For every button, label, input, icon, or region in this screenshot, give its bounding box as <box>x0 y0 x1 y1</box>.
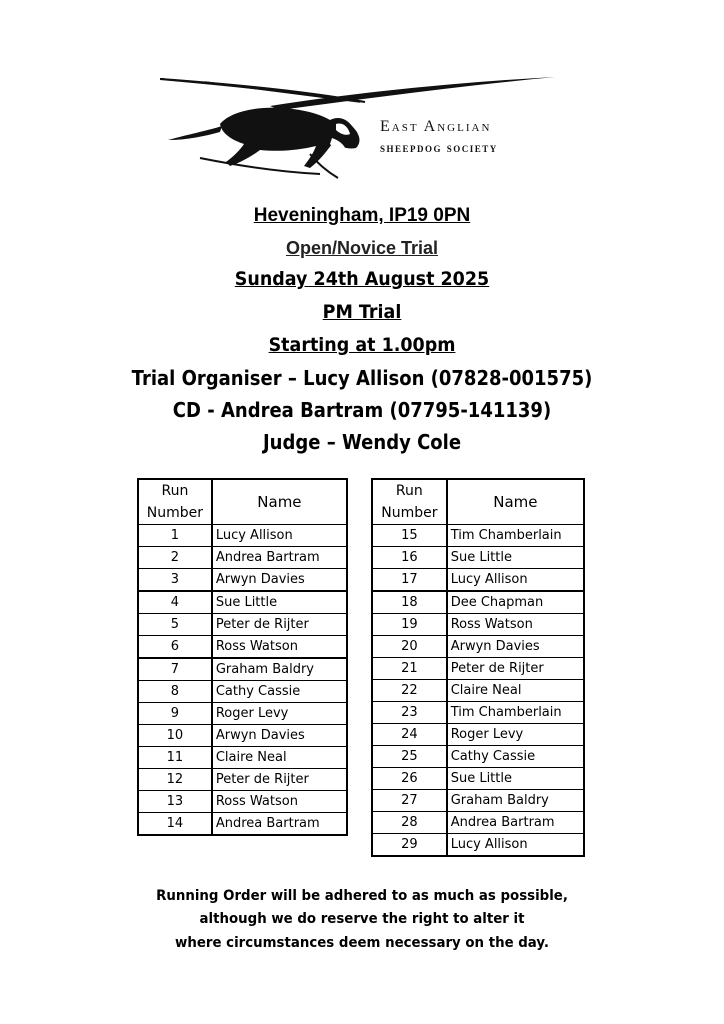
run-number-cell: 18 <box>372 591 447 614</box>
handler-name-cell: Andrea Bartram <box>447 812 584 834</box>
handler-name-cell: Andrea Bartram <box>212 547 347 569</box>
handler-name-cell: Ross Watson <box>212 636 347 659</box>
run-number-cell: 19 <box>372 614 447 636</box>
run-number-cell: 27 <box>372 790 447 812</box>
table-row <box>138 591 347 614</box>
run-number-cell: 3 <box>138 569 212 592</box>
run-number-cell: 26 <box>372 768 447 790</box>
table-row <box>372 812 584 834</box>
run-number-cell: 8 <box>138 681 212 703</box>
handler-name-cell: Peter de Rijter <box>212 614 347 636</box>
table-row <box>138 703 347 725</box>
run-number-cell: 25 <box>372 746 447 768</box>
table-row <box>138 569 347 592</box>
name-header: Name <box>212 479 347 525</box>
handler-name-cell: Graham Baldry <box>212 658 347 681</box>
run-number-cell: 14 <box>138 813 212 836</box>
table-row <box>372 790 584 812</box>
run-number-cell: 15 <box>372 525 447 547</box>
handler-name-cell: Cathy Cassie <box>212 681 347 703</box>
logo-subtitle: sheepdog society <box>380 140 498 155</box>
handler-name-cell: Lucy Allison <box>447 569 584 592</box>
trial-session: PM Trial <box>322 301 402 323</box>
table-row <box>372 768 584 790</box>
venue-location: Heveningham, IP19 0PN <box>253 205 471 226</box>
handler-name-cell: Graham Baldry <box>447 790 584 812</box>
handler-name-cell: Roger Levy <box>447 724 584 746</box>
run-number-cell: 23 <box>372 702 447 724</box>
table-row <box>372 569 584 592</box>
handler-name-cell: Ross Watson <box>212 791 347 813</box>
handler-name-cell: Tim Chamberlain <box>447 525 584 547</box>
run-number-cell: 2 <box>138 547 212 569</box>
judge: Judge – Wendy Cole <box>262 430 462 454</box>
handler-name-cell: Sue Little <box>212 591 347 614</box>
footer-note-line3: where circumstances deem necessary on the day. <box>175 935 549 951</box>
run-number-cell: 21 <box>372 658 447 680</box>
handler-name-cell: Arwyn Davies <box>212 569 347 592</box>
table-row <box>372 702 584 724</box>
table-row <box>138 636 347 659</box>
table-row <box>372 614 584 636</box>
run-number-cell: 24 <box>372 724 447 746</box>
handler-name-cell: Claire Neal <box>447 680 584 702</box>
run-number-header <box>138 479 212 525</box>
handler-name-cell: Sue Little <box>447 547 584 569</box>
table-row <box>372 525 584 547</box>
handler-name-cell: Ross Watson <box>447 614 584 636</box>
run-header-line2: Number <box>381 505 438 521</box>
run-number-cell: 7 <box>138 658 212 681</box>
run-header-line1: Run <box>161 483 189 499</box>
table-row <box>138 747 347 769</box>
run-number-cell: 22 <box>372 680 447 702</box>
table-row <box>372 724 584 746</box>
table-row <box>372 636 584 658</box>
run-number-cell: 1 <box>138 525 212 547</box>
trial-organiser: Trial Organiser – Lucy Allison (07828-001575) <box>131 366 593 390</box>
run-header-line2: Number <box>146 505 204 521</box>
run-number-cell: 28 <box>372 812 447 834</box>
logo-title: East Anglian <box>380 118 492 135</box>
handler-name-cell: Cathy Cassie <box>447 746 584 768</box>
footer-note-line2: although we do reserve the right to alter it <box>199 911 525 927</box>
run-number-header <box>372 479 447 525</box>
handler-name-cell: Lucy Allison <box>447 834 584 857</box>
handler-name-cell: Arwyn Davies <box>212 725 347 747</box>
run-number-cell: 6 <box>138 636 212 659</box>
handler-name-cell: Peter de Rijter <box>447 658 584 680</box>
table-row <box>372 547 584 569</box>
run-number-cell: 10 <box>138 725 212 747</box>
table-row <box>138 813 347 836</box>
run-number-cell: 20 <box>372 636 447 658</box>
handler-name-cell: Sue Little <box>447 768 584 790</box>
run-number-cell: 9 <box>138 703 212 725</box>
table-row <box>138 725 347 747</box>
table-row <box>372 834 584 857</box>
handler-name-cell: Roger Levy <box>212 703 347 725</box>
table-row <box>138 658 347 681</box>
run-number-cell: 4 <box>138 591 212 614</box>
handler-name-cell: Claire Neal <box>212 747 347 769</box>
table-row <box>138 791 347 813</box>
table-row <box>372 680 584 702</box>
handler-name-cell: Arwyn Davies <box>447 636 584 658</box>
footer-note-line1: Running Order will be adhered to as much as possible, <box>156 888 568 904</box>
start-time: Starting at 1.00pm <box>268 334 456 356</box>
run-number-cell: 11 <box>138 747 212 769</box>
table-row <box>372 591 584 614</box>
run-number-cell: 13 <box>138 791 212 813</box>
name-header: Name <box>447 479 584 525</box>
handler-name-cell: Peter de Rijter <box>212 769 347 791</box>
trial-date: Sunday 24th August 2025 <box>234 268 490 290</box>
run-number-cell: 17 <box>372 569 447 592</box>
table-row <box>138 547 347 569</box>
handler-name-cell: Andrea Bartram <box>212 813 347 836</box>
run-header-line1: Run <box>395 483 423 499</box>
table-row <box>372 746 584 768</box>
running-order-table-left <box>137 478 348 836</box>
sheepdog-logo-icon <box>160 74 560 184</box>
table-row <box>372 658 584 680</box>
table-row <box>138 525 347 547</box>
run-number-cell: 5 <box>138 614 212 636</box>
table-row <box>138 614 347 636</box>
table-row <box>138 769 347 791</box>
run-number-cell: 12 <box>138 769 212 791</box>
handler-name-cell: Tim Chamberlain <box>447 702 584 724</box>
run-number-cell: 29 <box>372 834 447 857</box>
course-director: CD - Andrea Bartram (07795-141139) <box>172 398 552 422</box>
run-number-cell: 16 <box>372 547 447 569</box>
table-row <box>138 681 347 703</box>
handler-name-cell: Lucy Allison <box>212 525 347 547</box>
society-logo <box>160 74 560 184</box>
handler-name-cell: Dee Chapman <box>447 591 584 614</box>
running-order-table-right <box>371 478 585 857</box>
trial-type: Open/Novice Trial <box>285 238 439 258</box>
